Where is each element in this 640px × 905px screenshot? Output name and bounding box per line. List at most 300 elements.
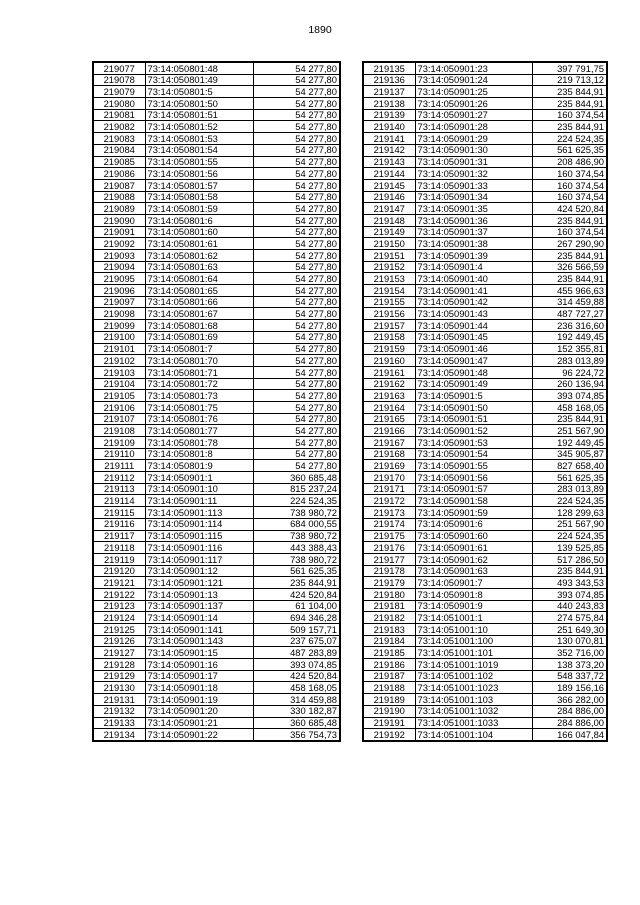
cadastral-number-cell: 73:14:050901:30 (415, 144, 532, 156)
table-row (93, 682, 340, 694)
value-cell: 424 520,84 (532, 203, 607, 215)
table-row (93, 729, 340, 741)
cadastral-number-cell: 73:14:051001:10 (415, 624, 532, 636)
cadastral-number-cell: 73:14:050901:55 (415, 460, 532, 472)
value-cell: 235 844,91 (532, 413, 607, 425)
cadastral-number-cell: 73:14:050901:143 (145, 635, 253, 647)
value-cell: 61 104,00 (253, 600, 340, 612)
value-cell: 54 277,80 (253, 425, 340, 437)
row-id-cell: 219077 (93, 62, 145, 74)
row-id-cell: 219131 (93, 694, 145, 706)
row-id-cell: 219189 (363, 694, 415, 706)
row-id-cell: 219142 (363, 144, 415, 156)
value-cell: 455 966,63 (532, 285, 607, 297)
row-id-cell: 219107 (93, 413, 145, 425)
cadastral-number-cell: 73:14:050801:70 (145, 355, 253, 367)
table-row (93, 168, 340, 180)
value-cell: 54 277,80 (253, 168, 340, 180)
value-cell: 54 277,80 (253, 343, 340, 355)
row-id-cell: 219128 (93, 659, 145, 671)
value-cell: 54 277,80 (253, 261, 340, 273)
value-cell: 54 277,80 (253, 273, 340, 285)
value-cell: 54 277,80 (253, 226, 340, 238)
value-cell: 493 343,53 (532, 577, 607, 589)
table-row (93, 121, 340, 133)
row-id-cell: 219124 (93, 612, 145, 624)
value-cell: 235 844,91 (532, 565, 607, 577)
cadastral-number-cell: 73:14:050801:64 (145, 273, 253, 285)
row-id-cell: 219188 (363, 682, 415, 694)
cadastral-number-cell: 73:14:050801:54 (145, 144, 253, 156)
table-row (93, 238, 340, 250)
table-row (363, 214, 607, 226)
row-id-cell: 219157 (363, 320, 415, 332)
cadastral-number-cell: 73:14:051001:103 (415, 694, 532, 706)
cadastral-number-cell: 73:14:050901:49 (415, 378, 532, 390)
table-row (363, 507, 607, 519)
cadastral-number-cell: 73:14:050801:72 (145, 378, 253, 390)
row-id-cell: 219115 (93, 507, 145, 519)
value-cell: 54 277,80 (253, 250, 340, 262)
value-cell: 235 844,91 (532, 250, 607, 262)
table-row (363, 448, 607, 460)
value-cell: 487 283,89 (253, 647, 340, 659)
row-id-cell: 219120 (93, 565, 145, 577)
value-cell: 251 649,30 (532, 624, 607, 636)
table-row (363, 378, 607, 390)
table-row (363, 577, 607, 589)
row-id-cell: 219125 (93, 624, 145, 636)
table-row (363, 285, 607, 297)
cadastral-number-cell: 73:14:050901:39 (415, 250, 532, 262)
row-id-cell: 219179 (363, 577, 415, 589)
value-cell: 356 754,73 (253, 729, 340, 741)
cadastral-number-cell: 73:14:050801:71 (145, 366, 253, 378)
row-id-cell: 219154 (363, 285, 415, 297)
row-id-cell: 219149 (363, 226, 415, 238)
value-cell: 54 277,80 (253, 401, 340, 413)
row-id-cell: 219105 (93, 390, 145, 402)
value-cell: 284 886,00 (532, 705, 607, 717)
cadastral-number-cell: 73:14:051001:1032 (415, 705, 532, 717)
cadastral-number-cell: 73:14:050801:67 (145, 308, 253, 320)
row-id-cell: 219150 (363, 238, 415, 250)
table-row (363, 74, 607, 86)
table-row (363, 530, 607, 542)
cadastral-number-cell: 73:14:050901:8 (415, 588, 532, 600)
cadastral-number-cell: 73:14:050901:50 (415, 401, 532, 413)
row-id-cell: 219087 (93, 179, 145, 191)
cadastral-number-cell: 73:14:050901:29 (415, 133, 532, 145)
value-cell: 366 282,00 (532, 694, 607, 706)
value-cell: 393 074,85 (532, 588, 607, 600)
cadastral-number-cell: 73:14:050901:18 (145, 682, 253, 694)
value-cell: 314 459,88 (253, 694, 340, 706)
cadastral-number-cell: 73:14:050901:48 (415, 366, 532, 378)
cadastral-number-cell: 73:14:050901:20 (145, 705, 253, 717)
value-cell: 397 791,75 (532, 62, 607, 74)
row-id-cell: 219172 (363, 495, 415, 507)
row-id-cell: 219165 (363, 413, 415, 425)
table-row (93, 261, 340, 273)
row-id-cell: 219111 (93, 460, 145, 472)
value-cell: 54 277,80 (253, 355, 340, 367)
row-id-cell: 219160 (363, 355, 415, 367)
value-cell: 393 074,85 (253, 659, 340, 671)
table-row (93, 483, 340, 495)
row-id-cell: 219134 (93, 729, 145, 741)
cadastral-number-cell: 73:14:050901:56 (415, 472, 532, 484)
cadastral-number-cell: 73:14:050901:36 (415, 214, 532, 226)
value-cell: 694 346,28 (253, 612, 340, 624)
row-id-cell: 219113 (93, 483, 145, 495)
value-cell: 54 277,80 (253, 191, 340, 203)
table-row (363, 483, 607, 495)
row-id-cell: 219182 (363, 612, 415, 624)
table-row (363, 156, 607, 168)
value-cell: 251 567,90 (532, 518, 607, 530)
row-id-cell: 219126 (93, 635, 145, 647)
table-row (363, 168, 607, 180)
table-row (363, 98, 607, 110)
cadastral-number-cell: 73:14:050901:21 (145, 717, 253, 729)
table-row (93, 624, 340, 636)
cadastral-number-cell: 73:14:050901:1 (145, 472, 253, 484)
row-id-cell: 219103 (93, 366, 145, 378)
value-cell: 352 716,00 (532, 647, 607, 659)
table-row (93, 565, 340, 577)
cadastral-number-cell: 73:14:050901:42 (415, 296, 532, 308)
value-cell: 360 685,48 (253, 717, 340, 729)
value-cell: 54 277,80 (253, 179, 340, 191)
row-id-cell: 219127 (93, 647, 145, 659)
table-row (363, 425, 607, 437)
row-id-cell: 219122 (93, 588, 145, 600)
value-cell: 738 980,72 (253, 530, 340, 542)
row-id-cell: 219099 (93, 320, 145, 332)
table-row (363, 133, 607, 145)
table-row (363, 670, 607, 682)
table-row (93, 226, 340, 238)
value-cell: 192 449,45 (532, 331, 607, 343)
row-id-cell: 219095 (93, 273, 145, 285)
table-row (93, 705, 340, 717)
cadastral-number-cell: 73:14:050901:52 (415, 425, 532, 437)
row-id-cell: 219117 (93, 530, 145, 542)
row-id-cell: 219141 (363, 133, 415, 145)
table-row (363, 390, 607, 402)
cadastral-number-cell: 73:14:050901:137 (145, 600, 253, 612)
value-cell: 54 277,80 (253, 238, 340, 250)
table-row (363, 308, 607, 320)
row-id-cell: 219174 (363, 518, 415, 530)
row-id-cell: 219086 (93, 168, 145, 180)
cadastral-number-cell: 73:14:050801:48 (145, 62, 253, 74)
cadastral-number-cell: 73:14:051001:1 (415, 612, 532, 624)
cadastral-number-cell: 73:14:050801:68 (145, 320, 253, 332)
value-cell: 138 373,20 (532, 659, 607, 671)
table-row (93, 214, 340, 226)
row-id-cell: 219110 (93, 448, 145, 460)
value-cell: 54 277,80 (253, 296, 340, 308)
cadastral-number-cell: 73:14:050801:51 (145, 109, 253, 121)
cadastral-number-cell: 73:14:050901:53 (415, 437, 532, 449)
cadastral-number-cell: 73:14:050901:114 (145, 518, 253, 530)
value-cell: 283 013,89 (532, 355, 607, 367)
row-id-cell: 219153 (363, 273, 415, 285)
cadastral-number-cell: 73:14:050901:58 (415, 495, 532, 507)
row-id-cell: 219082 (93, 121, 145, 133)
cadastral-number-cell: 73:14:050901:44 (415, 320, 532, 332)
row-id-cell: 219083 (93, 133, 145, 145)
row-id-cell: 219093 (93, 250, 145, 262)
table-row (363, 600, 607, 612)
table-row (363, 109, 607, 121)
cadastral-number-cell: 73:14:050901:35 (415, 203, 532, 215)
cadastral-number-cell: 73:14:050901:12 (145, 565, 253, 577)
table-row (93, 507, 340, 519)
value-cell: 152 355,81 (532, 343, 607, 355)
table-row (93, 355, 340, 367)
table-row (93, 577, 340, 589)
left-register-table (92, 61, 341, 742)
cadastral-number-cell: 73:14:050901:9 (415, 600, 532, 612)
table-row (363, 203, 607, 215)
cadastral-number-cell: 73:14:050801:50 (145, 98, 253, 110)
row-id-cell: 219178 (363, 565, 415, 577)
value-cell: 54 277,80 (253, 448, 340, 460)
cadastral-number-cell: 73:14:050801:75 (145, 401, 253, 413)
table-row (363, 320, 607, 332)
row-id-cell: 219162 (363, 378, 415, 390)
table-row (363, 694, 607, 706)
value-cell: 236 316,60 (532, 320, 607, 332)
value-cell: 815 237,24 (253, 483, 340, 495)
table-row (93, 144, 340, 156)
table-row (363, 179, 607, 191)
row-id-cell: 219175 (363, 530, 415, 542)
table-row (93, 635, 340, 647)
cadastral-number-cell: 73:14:050801:58 (145, 191, 253, 203)
row-id-cell: 219177 (363, 553, 415, 565)
value-cell: 487 727,27 (532, 308, 607, 320)
row-id-cell: 219137 (363, 86, 415, 98)
row-id-cell: 219130 (93, 682, 145, 694)
row-id-cell: 219169 (363, 460, 415, 472)
value-cell: 54 277,80 (253, 214, 340, 226)
row-id-cell: 219101 (93, 343, 145, 355)
table-row (363, 144, 607, 156)
value-cell: 360 685,48 (253, 472, 340, 484)
table-row (93, 343, 340, 355)
table-row (363, 647, 607, 659)
cadastral-number-cell: 73:14:050901:116 (145, 542, 253, 554)
cadastral-number-cell: 73:14:050901:16 (145, 659, 253, 671)
table-row (93, 179, 340, 191)
table-row (93, 86, 340, 98)
table-row (363, 565, 607, 577)
row-id-cell: 219109 (93, 437, 145, 449)
row-id-cell: 219138 (363, 98, 415, 110)
cadastral-number-cell: 73:14:050901:34 (415, 191, 532, 203)
row-id-cell: 219176 (363, 542, 415, 554)
table-row (93, 588, 340, 600)
value-cell: 54 277,80 (253, 86, 340, 98)
value-cell: 251 567,90 (532, 425, 607, 437)
row-id-cell: 219078 (93, 74, 145, 86)
value-cell: 738 980,72 (253, 553, 340, 565)
table-row (93, 460, 340, 472)
table-row (93, 495, 340, 507)
cadastral-number-cell: 73:14:050901:27 (415, 109, 532, 121)
table-row (363, 682, 607, 694)
value-cell: 509 157,71 (253, 624, 340, 636)
row-id-cell: 219156 (363, 308, 415, 320)
page-number: 1890 (308, 24, 332, 36)
value-cell: 54 277,80 (253, 460, 340, 472)
cadastral-number-cell: 73:14:050801:63 (145, 261, 253, 273)
value-cell: 284 886,00 (532, 717, 607, 729)
cadastral-number-cell: 73:14:050901:6 (415, 518, 532, 530)
value-cell: 235 844,91 (532, 273, 607, 285)
table-row (93, 378, 340, 390)
value-cell: 139 525,85 (532, 542, 607, 554)
table-row (363, 612, 607, 624)
row-id-cell: 219171 (363, 483, 415, 495)
cadastral-number-cell: 73:14:050901:62 (415, 553, 532, 565)
cadastral-number-cell: 73:14:050801:73 (145, 390, 253, 402)
value-cell: 235 844,91 (532, 121, 607, 133)
value-cell: 128 299,63 (532, 507, 607, 519)
row-id-cell: 219186 (363, 659, 415, 671)
value-cell: 54 277,80 (253, 285, 340, 297)
cadastral-number-cell: 73:14:050801:57 (145, 179, 253, 191)
cadastral-number-cell: 73:14:051001:1033 (415, 717, 532, 729)
cadastral-number-cell: 73:14:050901:17 (145, 670, 253, 682)
value-cell: 224 524,35 (532, 530, 607, 542)
cadastral-number-cell: 73:14:050801:6 (145, 214, 253, 226)
table-row (363, 659, 607, 671)
row-id-cell: 219147 (363, 203, 415, 215)
cadastral-number-cell: 73:14:050801:61 (145, 238, 253, 250)
row-id-cell: 219081 (93, 109, 145, 121)
cadastral-number-cell: 73:14:050801:56 (145, 168, 253, 180)
row-id-cell: 219114 (93, 495, 145, 507)
value-cell: 443 388,43 (253, 542, 340, 554)
row-id-cell: 219192 (363, 729, 415, 741)
cadastral-number-cell: 73:14:050801:53 (145, 133, 253, 145)
value-cell: 54 277,80 (253, 62, 340, 74)
value-cell: 827 658,40 (532, 460, 607, 472)
value-cell: 54 277,80 (253, 156, 340, 168)
cadastral-number-cell: 73:14:050801:60 (145, 226, 253, 238)
row-id-cell: 219158 (363, 331, 415, 343)
cadastral-number-cell: 73:14:050901:40 (415, 273, 532, 285)
row-id-cell: 219090 (93, 214, 145, 226)
row-id-cell: 219181 (363, 600, 415, 612)
table-row (93, 694, 340, 706)
row-id-cell: 219104 (93, 378, 145, 390)
value-cell: 54 277,80 (253, 121, 340, 133)
row-id-cell: 219145 (363, 179, 415, 191)
value-cell: 237 675,07 (253, 635, 340, 647)
row-id-cell: 219091 (93, 226, 145, 238)
value-cell: 166 047,84 (532, 729, 607, 741)
table-row (93, 448, 340, 460)
row-id-cell: 219136 (363, 74, 415, 86)
table-row (363, 261, 607, 273)
cadastral-number-cell: 73:14:050901:60 (415, 530, 532, 542)
value-cell: 260 136,94 (532, 378, 607, 390)
cadastral-number-cell: 73:14:050901:121 (145, 577, 253, 589)
table-row (93, 401, 340, 413)
cadastral-number-cell: 73:14:050801:49 (145, 74, 253, 86)
table-row (363, 250, 607, 262)
row-id-cell: 219116 (93, 518, 145, 530)
value-cell: 235 844,91 (532, 98, 607, 110)
value-cell: 684 000,55 (253, 518, 340, 530)
cadastral-number-cell: 73:14:051001:104 (415, 729, 532, 741)
row-id-cell: 219170 (363, 472, 415, 484)
value-cell: 548 337,72 (532, 670, 607, 682)
table-row (93, 320, 340, 332)
row-id-cell: 219173 (363, 507, 415, 519)
value-cell: 189 156,16 (532, 682, 607, 694)
value-cell: 267 290,90 (532, 238, 607, 250)
value-cell: 160 374,54 (532, 109, 607, 121)
value-cell: 54 277,80 (253, 74, 340, 86)
table-row (363, 542, 607, 554)
cadastral-number-cell: 73:14:050801:5 (145, 86, 253, 98)
row-id-cell: 219132 (93, 705, 145, 717)
cadastral-number-cell: 73:14:050901:23 (415, 62, 532, 74)
value-cell: 458 168,05 (253, 682, 340, 694)
cadastral-number-cell: 73:14:050901:28 (415, 121, 532, 133)
cadastral-number-cell: 73:14:050901:32 (415, 168, 532, 180)
cadastral-number-cell: 73:14:050801:65 (145, 285, 253, 297)
row-id-cell: 219146 (363, 191, 415, 203)
row-id-cell: 219102 (93, 355, 145, 367)
table-row (93, 331, 340, 343)
table-row (93, 133, 340, 145)
value-cell: 54 277,80 (253, 144, 340, 156)
row-id-cell: 219143 (363, 156, 415, 168)
cadastral-number-cell: 73:14:050901:22 (145, 729, 253, 741)
table-row (93, 472, 340, 484)
table-row (93, 390, 340, 402)
cadastral-number-cell: 73:14:050901:10 (145, 483, 253, 495)
table-row (363, 717, 607, 729)
row-id-cell: 219144 (363, 168, 415, 180)
cadastral-number-cell: 73:14:050901:24 (415, 74, 532, 86)
row-id-cell: 219129 (93, 670, 145, 682)
table-row (93, 670, 340, 682)
cadastral-number-cell: 73:14:050901:115 (145, 530, 253, 542)
value-cell: 54 277,80 (253, 308, 340, 320)
row-id-cell: 219180 (363, 588, 415, 600)
cadastral-number-cell: 73:14:050901:54 (415, 448, 532, 460)
table-row (93, 203, 340, 215)
table-row (363, 588, 607, 600)
table-row (363, 191, 607, 203)
row-id-cell: 219118 (93, 542, 145, 554)
value-cell: 561 625,35 (253, 565, 340, 577)
value-cell: 160 374,54 (532, 226, 607, 238)
value-cell: 561 625,35 (532, 472, 607, 484)
cadastral-number-cell: 73:14:050801:66 (145, 296, 253, 308)
table-row (93, 659, 340, 671)
row-id-cell: 219164 (363, 401, 415, 413)
